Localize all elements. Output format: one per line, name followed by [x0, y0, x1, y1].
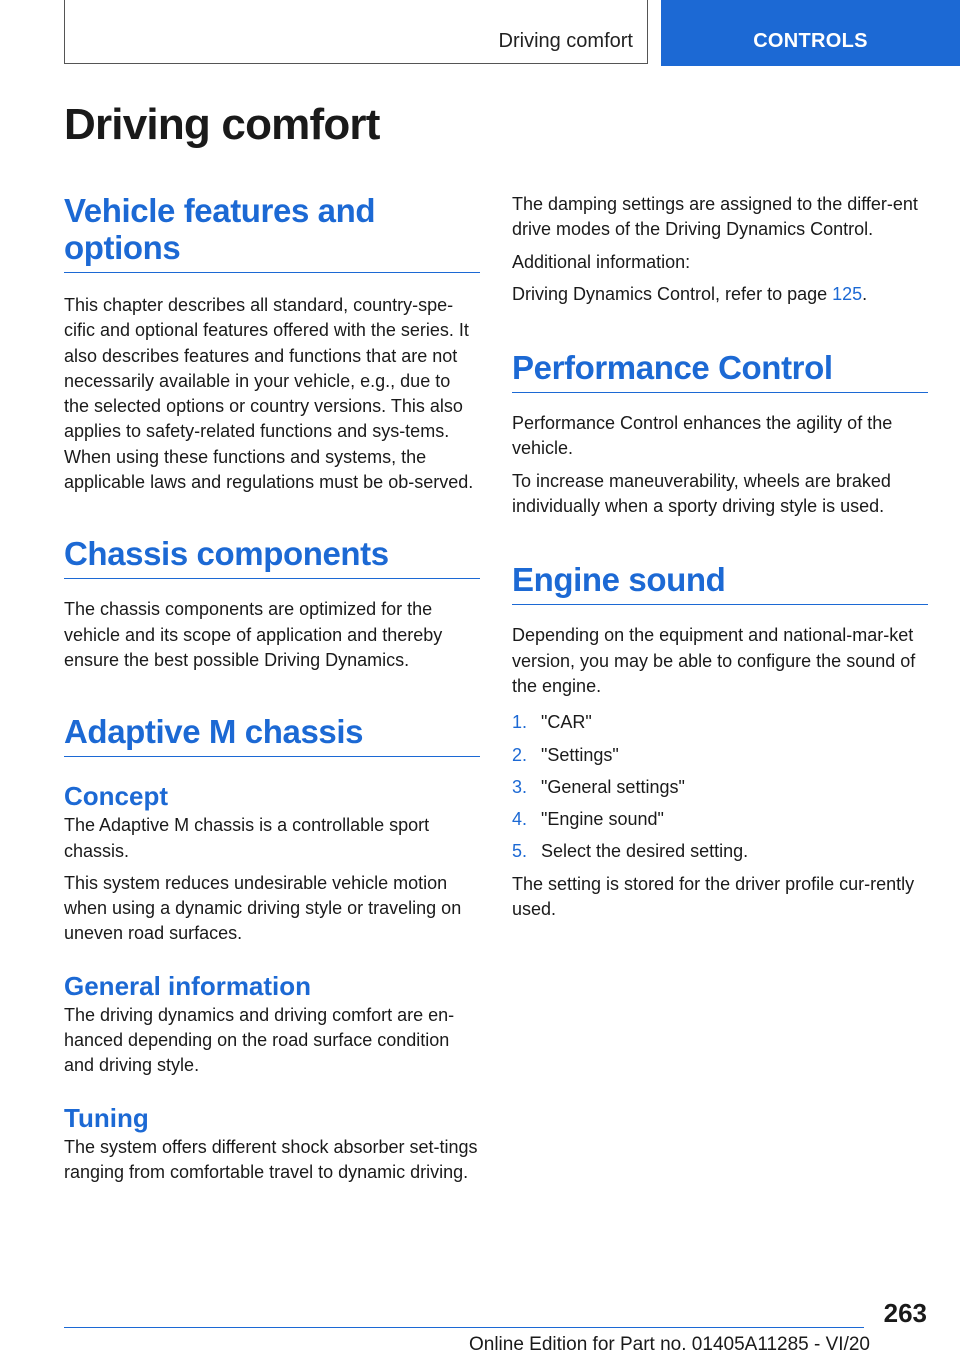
right-column — [512, 192, 928, 922]
concept-paragraph-2: This system reduces undesirable vehicle motion when using a dynamic driving style or traveling on uneven road surfaces. — [64, 872, 462, 944]
footer-edition-text: Online Edition for Part no. 01405A11285 - VI/20 — [468, 1334, 870, 1355]
subheading-general-information: General information — [64, 970, 312, 1001]
performance-control-paragraph-1: Performance Control enhances the agility of the vehicle. — [512, 413, 893, 459]
concept-paragraph-1: The Adaptive M chassis is a controllable sport chassis. — [64, 815, 430, 861]
chassis-components-body: The chassis components are optimized for the vehicle and its scope of application and thereby ensure the best possible Driving Dynamics. — [64, 599, 443, 670]
section-performance-control — [512, 349, 928, 519]
left-column — [64, 192, 480, 1185]
step-text: "General settings" — [541, 776, 685, 797]
step-item — [512, 839, 928, 864]
tuning-paragraph: The system offers different shock absorber set‐tings ranging from comfortable travel to dynamic driving. — [64, 1136, 478, 1182]
damping-reference-text: Driving Dynamics Control, refer to page — [512, 283, 833, 304]
subheading-tuning: Tuning — [64, 1102, 149, 1133]
engine-sound-paragraph-2: The setting is stored for the driver profile cur‐rently used. — [512, 873, 915, 920]
damping-reference-suffix: . — [862, 283, 868, 304]
subheading-concept: Concept — [64, 781, 168, 812]
step-item — [512, 807, 928, 832]
section-heading-engine-sound: Engine sound — [512, 561, 928, 605]
step-number: 3. — [512, 776, 528, 797]
vehicle-features-body: This chapter describes all standard, country-spe‐cific and optional features offered with the series. It also describes features and functions that are not necessarily available in your vehicle, e.g., due to the selected options or country versions. This also applies to safety-related functions and sys‐tems. When using these functions and systems, the applicable laws and regulations must be ob‐served. — [64, 295, 474, 493]
damping-paragraph-2: Additional information: — [512, 251, 691, 272]
header-section-title: Driving comfort — [498, 30, 633, 52]
damping-paragraph-1: The damping settings are assigned to the differ‐ent drive modes of the Driving Dynamics Control. — [512, 194, 918, 240]
step-item — [512, 743, 928, 768]
performance-control-paragraph-2: To increase maneuverability, wheels are braked individually when a sporty driving style is used. — [512, 470, 891, 517]
section-heading-chassis-components: Chassis components — [64, 535, 480, 579]
section-heading-performance-control: Performance Control — [512, 349, 928, 393]
page-number: 263 — [883, 1298, 927, 1328]
step-number: 5. — [512, 841, 528, 862]
general-information-paragraph: The driving dynamics and driving comfort are en‐hanced depending on the road surface condition and driving style. — [64, 1004, 455, 1076]
page-reference-link[interactable]: 125 — [832, 283, 863, 304]
page-title: Driving comfort — [64, 100, 380, 149]
step-number: 1. — [512, 712, 528, 733]
header-box — [64, 0, 648, 64]
step-text: "Engine sound" — [541, 809, 664, 830]
step-number: 2. — [512, 744, 528, 765]
step-number: 4. — [512, 809, 528, 830]
step-text: "CAR" — [541, 712, 592, 733]
section-chassis-components — [64, 535, 480, 673]
section-heading-adaptive-m-chassis: Adaptive M chassis — [64, 713, 480, 757]
header-tab-label: CONTROLS — [753, 30, 868, 52]
engine-sound-steps — [512, 710, 928, 864]
header-tab-controls[interactable] — [661, 0, 960, 66]
section-engine-sound — [512, 561, 928, 922]
step-text: "Settings" — [541, 744, 619, 765]
damping-paragraph-3 — [512, 282, 928, 307]
step-item — [512, 775, 928, 800]
section-vehicle-features — [64, 192, 480, 495]
engine-sound-paragraph-1: Depending on the equipment and national-mar‐ket version, you may be able to configure the sound of the engine. — [512, 625, 916, 696]
step-text: Select the desired setting. — [541, 841, 749, 862]
section-heading-vehicle-features: Vehicle features and options — [64, 192, 480, 273]
section-adaptive-m-chassis — [64, 713, 480, 1185]
footer-divider — [64, 1327, 864, 1328]
step-item — [512, 710, 928, 735]
section-damping — [512, 192, 928, 307]
